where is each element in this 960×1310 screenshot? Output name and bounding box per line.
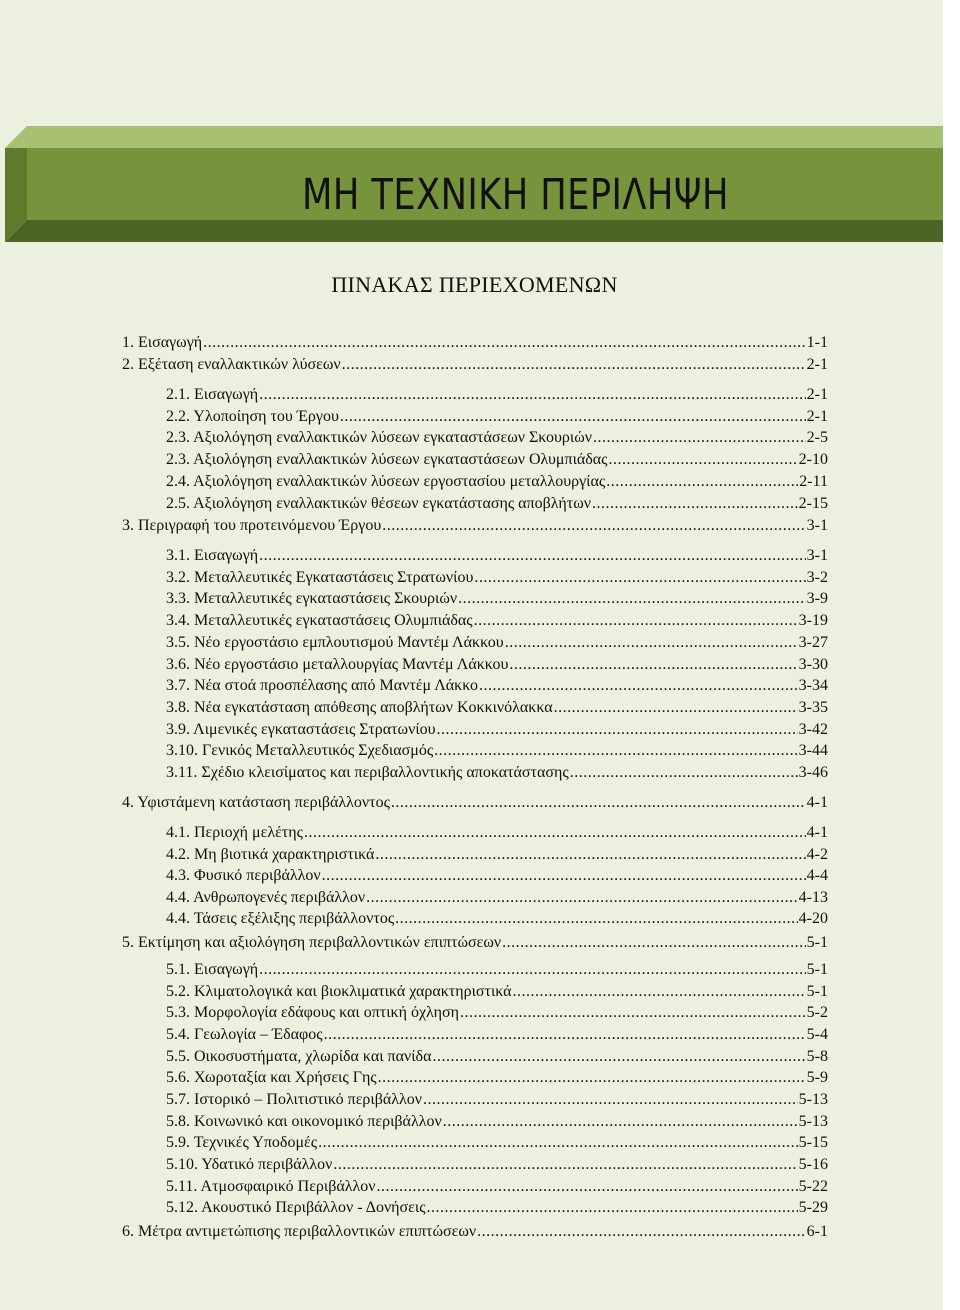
toc-entry[interactable] xyxy=(166,655,828,675)
toc-entry-label: 2.3. Αξιολόγηση εναλλακτικών λύσεων εγκαταστάσεων Ολυμπιάδας xyxy=(166,451,608,468)
toc-leader-dots xyxy=(427,1198,798,1218)
toc-leader-dots xyxy=(203,333,806,353)
toc-entry-page: 3-44 xyxy=(798,742,828,759)
toc-entry[interactable] xyxy=(122,933,828,953)
toc-entry-label: 4.3. Φυσικό περιβάλλον xyxy=(166,867,321,884)
toc-leader-dots xyxy=(460,1003,806,1023)
toc-entry[interactable] xyxy=(166,982,828,1002)
document-title: ΜΗ ΤΕΧΝΙΚΗ ΠΕΡΙΛΗΨΗ xyxy=(302,170,729,220)
toc-entry[interactable] xyxy=(166,494,828,514)
toc-leader-dots xyxy=(304,823,806,843)
toc-entry-page: 3-19 xyxy=(798,612,828,629)
toc-entry-label: 5.6. Χωροταξία και Χρήσεις Γης xyxy=(166,1069,377,1086)
toc-leader-dots xyxy=(366,888,798,908)
toc-entry-label: 2.2. Υλοποίηση του Έργου xyxy=(166,408,339,425)
toc-leader-dots xyxy=(593,428,806,448)
toc-heading-text: ΠΙΝΑΚΑΣ ΠΕΡΙΕΧΟΜΕΝΩΝ xyxy=(331,272,618,297)
toc-entry-page: 3-46 xyxy=(798,764,828,781)
toc-entry[interactable] xyxy=(166,698,828,718)
toc-entry[interactable] xyxy=(166,611,828,631)
toc-entry-label: 5.5. Οικοσυστήματα, χλωρίδα και πανίδα xyxy=(166,1048,432,1065)
toc-entry-label: 5.3. Μορφολογία εδάφους και οπτική όχληση xyxy=(166,1004,460,1021)
toc-entry-label: 4.2. Μη βιοτικά χαρακτηριστικά xyxy=(166,846,375,863)
toc-entry[interactable] xyxy=(166,1068,828,1088)
toc-leader-dots xyxy=(322,866,806,886)
toc-entry-page: 3-2 xyxy=(806,569,828,586)
toc-heading xyxy=(0,272,943,298)
toc-leader-dots xyxy=(606,472,798,492)
toc-entry[interactable] xyxy=(166,1133,828,1153)
toc-entry-page: 3-9 xyxy=(806,590,828,607)
toc-entry-page: 5-1 xyxy=(806,961,828,978)
toc-leader-dots xyxy=(382,516,805,536)
toc-entry[interactable] xyxy=(166,546,828,566)
toc-entry-label: 5.1. Εισαγωγή xyxy=(166,961,259,978)
toc-entry-page: 5-1 xyxy=(806,934,828,951)
toc-entry-page: 5-8 xyxy=(806,1048,828,1065)
toc-entry[interactable] xyxy=(166,450,828,470)
toc-entry[interactable] xyxy=(166,1155,828,1175)
toc-entry[interactable] xyxy=(166,888,828,908)
toc-entry-page: 5-1 xyxy=(806,983,828,1000)
toc-entry-page: 3-27 xyxy=(798,634,828,651)
toc-entry-label: 3.2. Μεταλλευτικές Εγκαταστάσεις Στρατωνίου xyxy=(166,569,474,586)
toc-leader-dots xyxy=(479,676,798,696)
toc-entry-page: 2-1 xyxy=(806,408,828,425)
toc-entry-label: 3.4. Μεταλλευτικές εγκαταστάσεις Ολυμπιάδας xyxy=(166,612,473,629)
toc-leader-dots xyxy=(474,568,805,588)
toc-entry-page: 5-13 xyxy=(798,1091,828,1108)
toc-entry-label: 5.9. Τεχνικές Υποδομές xyxy=(166,1134,318,1151)
toc-entry-page: 5-2 xyxy=(806,1004,828,1021)
toc-entry-label: 3.8. Νέα εγκατάσταση απόθεσης αποβλήτων Κοκκινόλακκα xyxy=(166,699,553,716)
toc-entry-page: 5-15 xyxy=(798,1134,828,1151)
toc-entry-page: 3-35 xyxy=(798,699,828,716)
toc-entry-label: 4.4. Τάσεις εξέλιξης περιβάλλοντος xyxy=(166,910,395,927)
toc-leader-dots xyxy=(509,655,797,675)
toc-leader-dots xyxy=(340,407,806,427)
toc-entry[interactable] xyxy=(166,385,828,405)
toc-entry[interactable] xyxy=(166,1047,828,1067)
toc-entry[interactable] xyxy=(166,676,828,696)
toc-entry-page: 2-11 xyxy=(799,473,828,490)
toc-entry-page: 2-10 xyxy=(798,451,828,468)
toc-leader-dots xyxy=(443,1112,798,1132)
toc-entry-label: 2.3. Αξιολόγηση εναλλακτικών λύσεων εγκαταστάσεων Σκουριών xyxy=(166,429,592,446)
toc-entry[interactable] xyxy=(166,1198,828,1218)
toc-entry-label: 5.10. Υδατικό περιβάλλον xyxy=(166,1156,333,1173)
toc-entry[interactable] xyxy=(122,333,828,353)
toc-entry-page: 5-29 xyxy=(798,1199,828,1216)
toc-entry-page: 4-20 xyxy=(798,910,828,927)
toc-leader-dots xyxy=(375,845,805,865)
toc-entry[interactable] xyxy=(166,845,828,865)
toc-leader-dots xyxy=(423,1090,798,1110)
toc-entry-page: 1-1 xyxy=(806,334,828,351)
toc-entry-page: 2-1 xyxy=(806,386,828,403)
toc-leader-dots xyxy=(318,1133,798,1153)
toc-entry-label: 4.4. Ανθρωπογενές περιβάλλον xyxy=(166,889,366,906)
toc-entry-label: 5.7. Ιστορικό – Πολιτιστικό περιβάλλον xyxy=(166,1091,422,1108)
toc-leader-dots xyxy=(502,933,806,953)
toc-leader-dots xyxy=(333,1155,797,1175)
toc-leader-dots xyxy=(259,385,806,405)
toc-entry[interactable] xyxy=(166,1025,828,1045)
toc-entry[interactable] xyxy=(166,589,828,609)
toc-entry-page: 3-1 xyxy=(806,547,828,564)
toc-leader-dots xyxy=(376,1177,797,1197)
toc-entry-page: 4-13 xyxy=(798,889,828,906)
toc-entry[interactable] xyxy=(166,960,828,980)
toc-leader-dots xyxy=(432,1047,805,1067)
toc-entry-page: 2-1 xyxy=(806,356,828,373)
toc-leader-dots xyxy=(391,793,806,813)
toc-leader-dots xyxy=(505,633,798,653)
toc-leader-dots xyxy=(437,720,798,740)
toc-entry-label: 3.9. Λιμενικές εγκαταστάσεις Στρατωνίου xyxy=(166,721,436,738)
toc-entry-label: 5.4. Γεωλογία – Έδαφος xyxy=(166,1026,323,1043)
toc-leader-dots xyxy=(570,763,798,783)
toc-entry-page: 2-15 xyxy=(798,495,828,512)
toc-entry[interactable] xyxy=(122,793,828,813)
toc-entry[interactable] xyxy=(166,1177,828,1197)
toc-entry-label: 5.11. Ατμοσφαιρικό Περιβάλλον xyxy=(166,1178,376,1195)
toc-entry-page: 3-1 xyxy=(806,517,828,534)
toc-entry-page: 4-1 xyxy=(806,794,828,811)
toc-entry[interactable] xyxy=(166,633,828,653)
toc-entry-label: 4. Υφιστάμενη κατάσταση περιβάλλοντος xyxy=(122,794,390,811)
toc-entry-page: 2-5 xyxy=(806,429,828,446)
toc-entry[interactable] xyxy=(166,720,828,740)
toc-leader-dots xyxy=(259,960,806,980)
toc-entry[interactable] xyxy=(122,355,828,375)
toc-entry[interactable] xyxy=(166,1090,828,1110)
toc-entry-page: 3-34 xyxy=(798,677,828,694)
toc-entry[interactable] xyxy=(166,909,828,929)
toc-entry-label: 3.3. Μεταλλευτικές εγκαταστάσεις Σκουριών xyxy=(166,590,458,607)
toc-entry-page: 4-2 xyxy=(806,846,828,863)
toc-leader-dots xyxy=(434,741,798,761)
toc-entry-label: 3.7. Νέα στοά προσπέλασης από Μαντέμ Λάκκο xyxy=(166,677,478,694)
toc-entry-page: 5-16 xyxy=(798,1156,828,1173)
toc-entry-label: 2.5. Αξιολόγηση εναλλακτικών θέσεων εγκατάστασης αποβλήτων xyxy=(166,495,591,512)
toc-entry-label: 1. Εισαγωγή xyxy=(122,334,203,351)
toc-leader-dots xyxy=(513,982,806,1002)
toc-leader-dots xyxy=(342,355,806,375)
toc-leader-dots xyxy=(324,1025,806,1045)
toc-entry-page: 4-4 xyxy=(806,867,828,884)
toc-entry-page: 5-4 xyxy=(806,1026,828,1043)
toc-leader-dots xyxy=(592,494,798,514)
toc-leader-dots xyxy=(477,1222,806,1242)
toc-entry[interactable] xyxy=(166,428,828,448)
toc-entry[interactable] xyxy=(166,472,828,492)
toc-entry[interactable] xyxy=(166,823,828,843)
toc-leader-dots xyxy=(259,546,806,566)
toc-entry-label: 3.10. Γενικός Μεταλλευτικός Σχεδιασμός xyxy=(166,742,434,759)
toc-entry-label: 3.6. Νέο εργοστάσιο μεταλλουργίας Μαντέμ Λάκκου xyxy=(166,656,509,673)
toc-leader-dots xyxy=(609,450,798,470)
toc-entry-label: 3. Περιγραφή του προτεινόμενου Έργου xyxy=(122,517,382,534)
toc-leader-dots xyxy=(395,909,798,929)
toc-entry[interactable] xyxy=(166,866,828,886)
toc-leader-dots xyxy=(554,698,798,718)
toc-entry-page: 4-1 xyxy=(806,824,828,841)
toc-entry-page: 5-22 xyxy=(798,1178,828,1195)
toc-entry-label: 6. Μέτρα αντιμετώπισης περιβαλλοντικών επιπτώσεων xyxy=(122,1223,477,1240)
toc-leader-dots xyxy=(378,1068,806,1088)
toc-entry[interactable] xyxy=(166,407,828,427)
toc-entry[interactable] xyxy=(166,568,828,588)
toc-leader-dots xyxy=(458,589,806,609)
toc-entry-label: 3.11. Σχέδιο κλεισίματος και περιβαλλοντικής αποκατάστασης xyxy=(166,764,569,781)
toc-entry-page: 5-13 xyxy=(798,1113,828,1130)
toc-entry-label: 2.4. Αξιολόγηση εναλλακτικών λύσεων εργοστασίου μεταλλουργίας xyxy=(166,473,606,490)
toc-entry-label: 3.1. Εισαγωγή xyxy=(166,547,259,564)
toc-entry-label: 3.5. Νέο εργοστάσιο εμπλουτισμού Μαντέμ Λάκκου xyxy=(166,634,504,651)
toc-entry[interactable] xyxy=(166,1112,828,1132)
toc-entry-label: 5.2. Κλιματολογικά και βιοκλιματικά χαρακτηριστικά xyxy=(166,983,512,1000)
toc-leader-dots xyxy=(474,611,798,631)
toc-entry[interactable] xyxy=(122,1222,828,1242)
toc-entry[interactable] xyxy=(166,763,828,783)
toc-entry-label: 4.1. Περιοχή μελέτης xyxy=(166,824,303,841)
toc-entry-label: 5.12. Ακουστικό Περιβάλλον - Δονήσεις xyxy=(166,1199,426,1216)
toc-entry-label: 2. Εξέταση εναλλακτικών λύσεων xyxy=(122,356,341,373)
toc-entry-page: 3-30 xyxy=(798,656,828,673)
toc-entry-page: 6-1 xyxy=(806,1223,828,1240)
toc-entry-label: 2.1. Εισαγωγή xyxy=(166,386,259,403)
toc-entry-page: 3-42 xyxy=(798,721,828,738)
toc-entry[interactable] xyxy=(166,1003,828,1023)
toc-entry[interactable] xyxy=(166,741,828,761)
toc-entry[interactable] xyxy=(122,516,828,536)
toc-entry-page: 5-9 xyxy=(806,1069,828,1086)
toc-entry-label: 5. Εκτίμηση και αξιολόγηση περιβαλλοντικών επιπτώσεων xyxy=(122,934,502,951)
toc-entry-label: 5.8. Κοινωνικό και οικονομικό περιβάλλον xyxy=(166,1113,442,1130)
